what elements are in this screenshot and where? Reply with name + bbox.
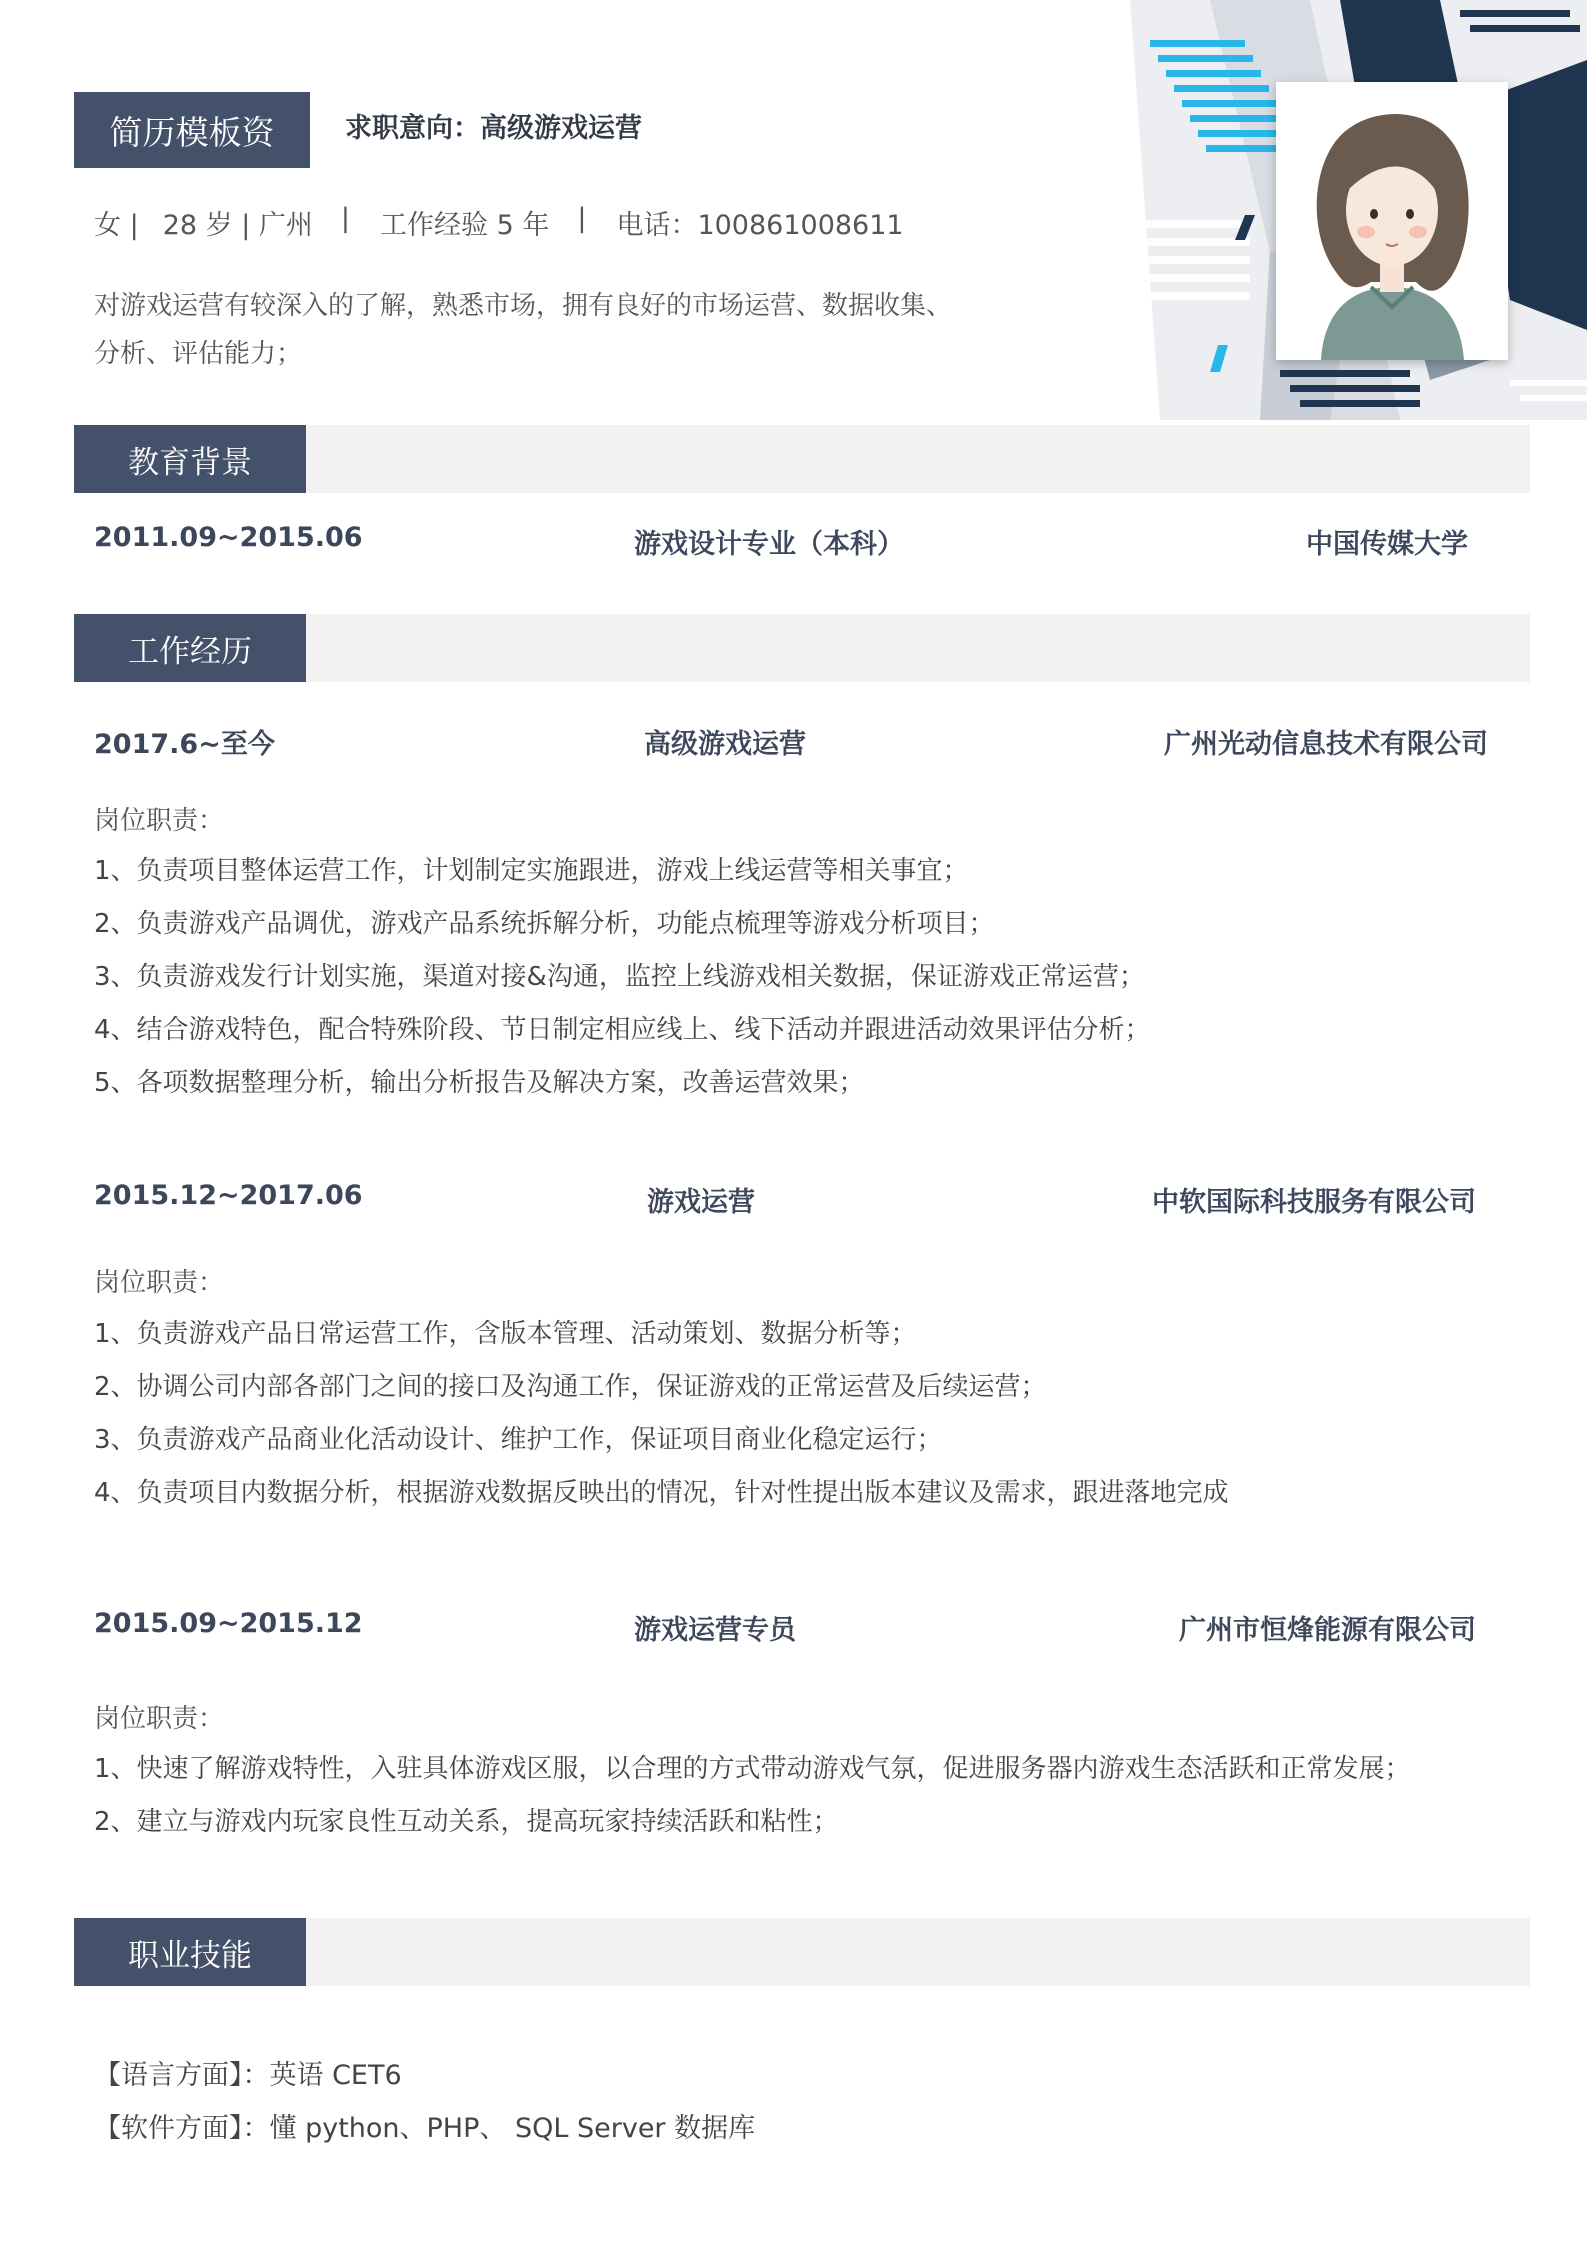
duty-title: 岗位职责： bbox=[94, 1268, 225, 1298]
duty-list bbox=[94, 845, 1534, 1110]
skill-language: 【语言方面】：英语 CET6 bbox=[94, 2060, 402, 2091]
avatar-illustration bbox=[1276, 82, 1508, 360]
job-company: 中软国际科技服务有限公司 bbox=[1152, 1187, 1476, 1218]
edu-major: 游戏设计专业（本科） bbox=[634, 529, 904, 560]
info-separator: | bbox=[577, 203, 587, 234]
list-item: 4、结合游戏特色，配合特殊阶段、节日制定相应线上、线下活动并跟进活动效果评估分析； bbox=[94, 1015, 1151, 1045]
job-position: 高级游戏运营 bbox=[644, 729, 806, 760]
list-item: 2、负责游戏产品调优，游戏产品系统拆解分析，功能点梳理等游戏分析项目； bbox=[94, 909, 995, 939]
job-period: 2015.09~2015.12 bbox=[94, 1608, 363, 1639]
list-item: 3、负责游戏发行计划实施，渠道对接&沟通，监控上线游戏相关数据，保证游戏正常运营； bbox=[94, 962, 1145, 992]
list-item: 3、负责游戏产品商业化活动设计、维护工作，保证项目商业化稳定运行； bbox=[94, 1425, 943, 1455]
job-row bbox=[94, 1608, 1514, 1648]
info-gender: 女 | bbox=[94, 210, 139, 241]
duty-list bbox=[94, 1308, 1534, 1520]
resume-name: 简历模板资 bbox=[74, 92, 310, 168]
job-company: 广州市恒烽能源有限公司 bbox=[1179, 1615, 1476, 1646]
list-item: 2、建立与游戏内玩家良性互动关系，提高玩家持续活跃和粘性； bbox=[94, 1807, 839, 1837]
info-phone: 电话：100861008611 bbox=[616, 210, 904, 241]
job-company: 广州光动信息技术有限公司 bbox=[1164, 729, 1488, 760]
section-title: 职业技能 bbox=[74, 1918, 306, 1986]
edu-school: 中国传媒大学 bbox=[1306, 529, 1468, 560]
list-item: 1、负责游戏产品日常运营工作，含版本管理、活动策划、数据分析等； bbox=[94, 1319, 917, 1349]
edu-period: 2011.09~2015.06 bbox=[94, 522, 363, 553]
info-experience: 工作经验 5 年 bbox=[380, 210, 550, 241]
section-skills bbox=[74, 1918, 1530, 1986]
info-age-city: 28 岁 | 广州 bbox=[162, 210, 313, 241]
list-item: 1、快速了解游戏特性，入驻具体游戏区服，以合理的方式带动游戏气氛，促进服务器内游戏生态活跃和正常发展； bbox=[94, 1754, 1411, 1784]
skills-list bbox=[94, 2049, 755, 2155]
duty-list bbox=[94, 1743, 1534, 1849]
job-row bbox=[94, 722, 1514, 762]
section-title: 工作经历 bbox=[74, 614, 306, 682]
section-work bbox=[74, 614, 1530, 682]
job-intent: 求职意向：高级游戏运营 bbox=[345, 113, 642, 144]
job-position: 游戏运营 bbox=[647, 1187, 755, 1218]
job-position: 游戏运营专员 bbox=[634, 1615, 796, 1646]
list-item: 4、负责项目内数据分析，根据游戏数据反映出的情况，针对性提出版本建议及需求，跟进落地完成 bbox=[94, 1478, 1229, 1508]
list-item: 2、协调公司内部各部门之间的接口及沟通工作，保证游戏的正常运营及后续运营； bbox=[94, 1372, 1047, 1402]
section-title: 教育背景 bbox=[74, 425, 306, 493]
list-item: 1、负责项目整体运营工作，计划制定实施跟进，游戏上线运营等相关事宜； bbox=[94, 856, 969, 886]
duty-title: 岗位职责： bbox=[94, 1704, 225, 1734]
duty-title: 岗位职责： bbox=[94, 806, 225, 836]
list-item: 5、各项数据整理分析，输出分析报告及解决方案，改善运营效果； bbox=[94, 1068, 865, 1098]
self-summary: 对游戏运营有较深入的了解，熟悉市场，拥有良好的市场运营、数据收集、分析、评估能力； bbox=[94, 291, 953, 369]
education-row bbox=[94, 522, 1514, 562]
personal-info bbox=[94, 203, 904, 242]
section-education bbox=[74, 425, 1530, 493]
job-period: 2017.6~至今 bbox=[94, 729, 275, 760]
info-separator: | bbox=[340, 203, 350, 234]
skill-software: 【软件方面】：懂 python、PHP、 SQL Server 数据库 bbox=[94, 2113, 756, 2144]
job-row bbox=[94, 1180, 1514, 1220]
job-period: 2015.12~2017.06 bbox=[94, 1180, 363, 1211]
profile-photo bbox=[1276, 82, 1508, 360]
